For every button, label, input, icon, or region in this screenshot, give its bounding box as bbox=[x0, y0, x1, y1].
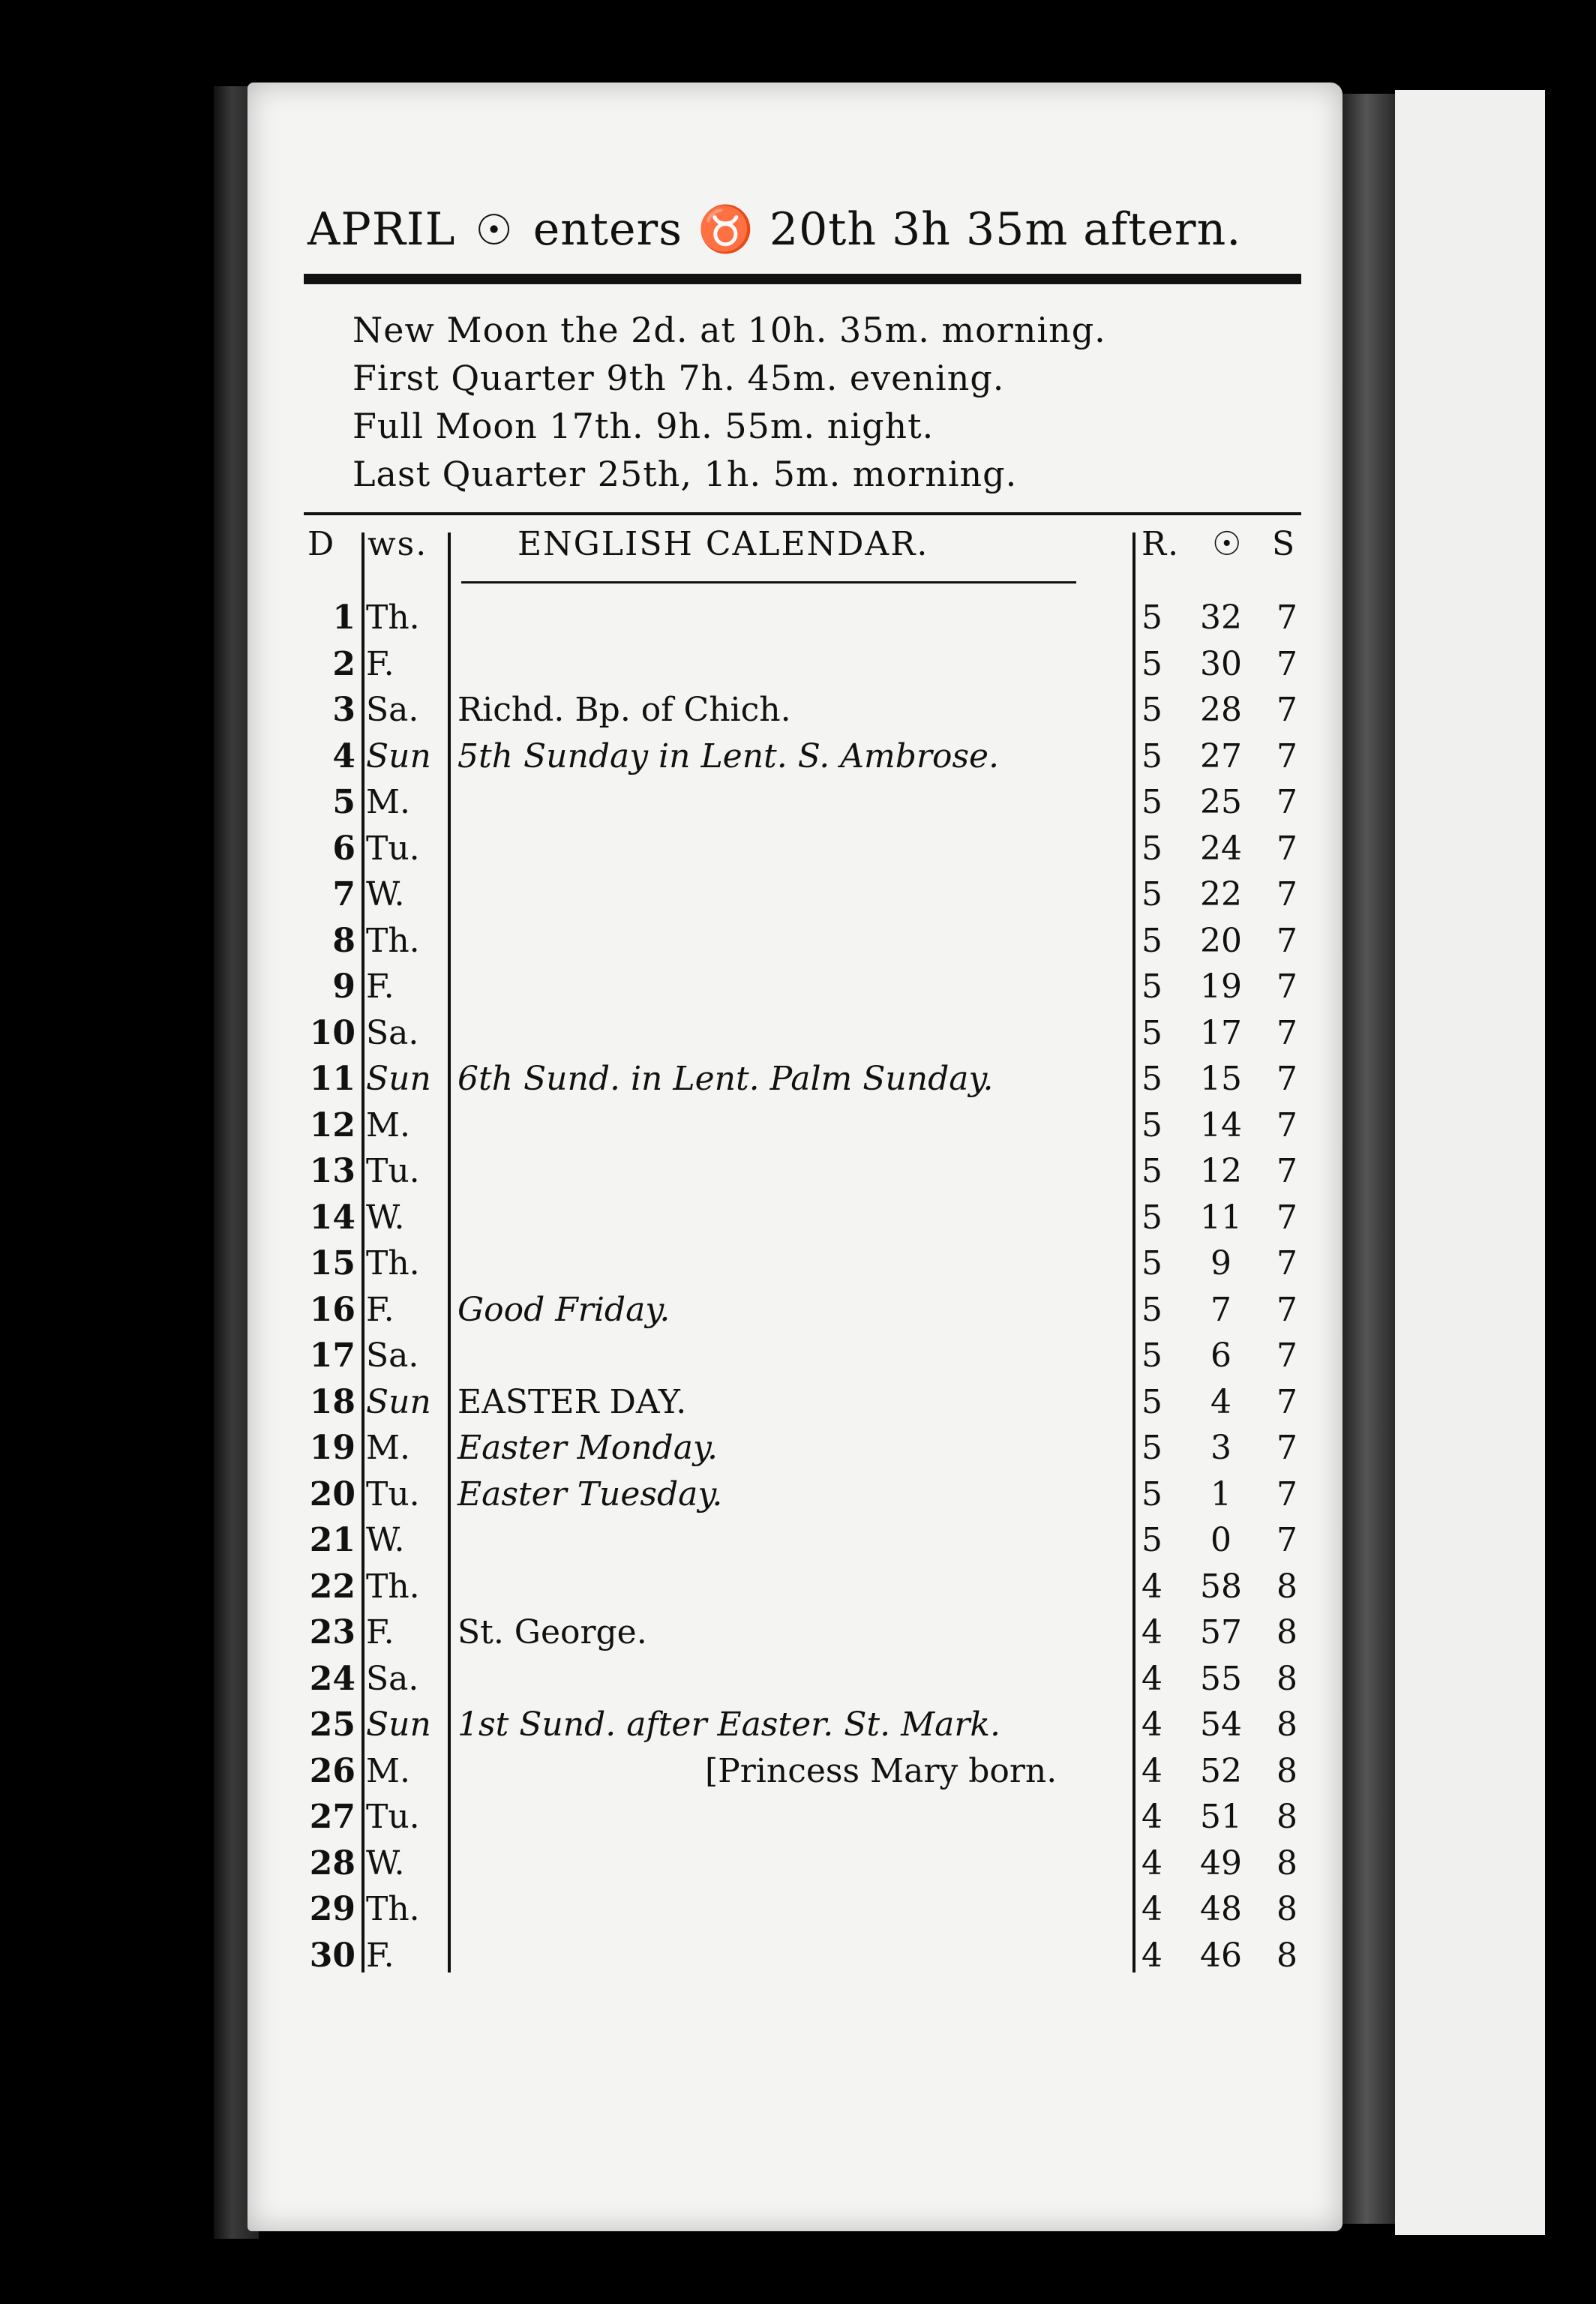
calendar-row bbox=[300, 1562, 1335, 1606]
calendar-row bbox=[300, 777, 1335, 822]
sunset-hour: 8 bbox=[1276, 1706, 1298, 1744]
phases-rule bbox=[304, 512, 1301, 515]
weekday: Tu. bbox=[366, 1475, 420, 1514]
weekday: Sa. bbox=[366, 1336, 419, 1375]
weekday: Tu. bbox=[366, 1152, 420, 1190]
calendar-row bbox=[300, 1285, 1335, 1330]
calendar-row bbox=[300, 1146, 1335, 1191]
sunrise-hour: 4 bbox=[1142, 1844, 1162, 1882]
sunset-hour: 7 bbox=[1276, 645, 1298, 683]
sunset-hour: 7 bbox=[1276, 1336, 1298, 1375]
calendar-row bbox=[300, 1100, 1335, 1145]
calendar-event: Easter Tuesday. bbox=[458, 1475, 723, 1514]
phase-last-quarter: Last Quarter 25th, 1h. 5m. morning. bbox=[352, 454, 1018, 494]
calendar-event: Richd. Bp. of Chich. bbox=[458, 691, 791, 729]
weekday: W. bbox=[366, 875, 405, 914]
sunrise-hour: 4 bbox=[1142, 1890, 1162, 1928]
sunset-hour: 7 bbox=[1276, 1521, 1298, 1559]
weekday: M. bbox=[366, 783, 411, 821]
day-number: 15 bbox=[309, 1244, 356, 1282]
sunrise-hour: 5 bbox=[1142, 691, 1162, 729]
col-head-calendar: ENGLISH CALENDAR. bbox=[518, 525, 929, 563]
enters-text: enters bbox=[532, 203, 683, 256]
col-head-sun-icon: ☉ bbox=[1212, 525, 1244, 563]
entry-time: 20th 3h 35m aftern. bbox=[769, 203, 1242, 256]
sunset-hour: 7 bbox=[1276, 1060, 1298, 1098]
calendar-row bbox=[300, 685, 1335, 730]
sunset-hour: 7 bbox=[1276, 691, 1298, 729]
weekday: Th. bbox=[366, 1890, 420, 1928]
sunrise-hour: 4 bbox=[1142, 1936, 1162, 1975]
sunrise-minute: 11 bbox=[1200, 1198, 1242, 1237]
sunrise-minute: 6 bbox=[1210, 1336, 1232, 1375]
book-spine bbox=[1342, 94, 1395, 2224]
sunrise-minute: 17 bbox=[1200, 1014, 1242, 1052]
sunset-hour: 7 bbox=[1276, 783, 1298, 821]
sunset-hour: 8 bbox=[1276, 1844, 1298, 1882]
sunrise-hour: 4 bbox=[1142, 1568, 1162, 1606]
sunrise-minute: 52 bbox=[1200, 1752, 1242, 1790]
sunset-hour: 8 bbox=[1276, 1890, 1298, 1928]
sunrise-minute: 20 bbox=[1200, 922, 1242, 960]
sunset-hour: 8 bbox=[1276, 1936, 1298, 1975]
sunset-hour: 8 bbox=[1276, 1613, 1298, 1652]
sunrise-minute: 58 bbox=[1200, 1568, 1242, 1606]
weekday: M. bbox=[366, 1106, 411, 1144]
sunrise-hour: 5 bbox=[1142, 1291, 1162, 1329]
sunrise-minute: 19 bbox=[1200, 968, 1242, 1006]
facing-page bbox=[1395, 90, 1545, 2235]
day-number: 29 bbox=[309, 1890, 356, 1928]
weekday: Sa. bbox=[366, 1014, 419, 1052]
calendar-row bbox=[300, 1930, 1335, 1976]
sunset-hour: 8 bbox=[1276, 1752, 1298, 1790]
moon-phases bbox=[352, 306, 1328, 498]
sunrise-hour: 5 bbox=[1142, 1198, 1162, 1237]
sunrise-hour: 5 bbox=[1142, 1014, 1162, 1052]
sunrise-hour: 5 bbox=[1142, 1475, 1162, 1514]
calendar-row bbox=[300, 639, 1335, 684]
sunrise-hour: 5 bbox=[1142, 922, 1162, 960]
day-number: 4 bbox=[332, 737, 356, 776]
sunrise-minute: 15 bbox=[1200, 1060, 1242, 1098]
sunrise-minute: 49 bbox=[1200, 1844, 1242, 1882]
sunrise-minute: 57 bbox=[1200, 1613, 1242, 1652]
calendar-event: 5th Sunday in Lent. S. Ambrose. bbox=[458, 737, 1000, 776]
weekday: W. bbox=[366, 1844, 405, 1882]
col-head-sets: S bbox=[1272, 525, 1297, 563]
calendar-row bbox=[300, 592, 1335, 638]
sunset-hour: 7 bbox=[1276, 1383, 1298, 1421]
weekday: W. bbox=[366, 1521, 405, 1559]
day-number: 25 bbox=[309, 1706, 356, 1744]
calendar-row bbox=[300, 1238, 1335, 1283]
weekday: F. bbox=[366, 1291, 394, 1329]
sunrise-hour: 5 bbox=[1142, 598, 1162, 637]
weekday: F. bbox=[366, 1613, 394, 1652]
sunset-hour: 8 bbox=[1276, 1660, 1298, 1698]
calendar-row bbox=[300, 1746, 1335, 1791]
sunrise-hour: 5 bbox=[1142, 1429, 1162, 1467]
day-number: 12 bbox=[309, 1106, 356, 1144]
sunset-hour: 7 bbox=[1276, 1152, 1298, 1190]
sunrise-hour: 5 bbox=[1142, 968, 1162, 1006]
calendar-event: 1st Sund. after Easter. St. Mark. bbox=[458, 1706, 1001, 1744]
calendar-row bbox=[300, 869, 1335, 914]
sunrise-hour: 5 bbox=[1142, 1244, 1162, 1282]
calendar-row bbox=[300, 1008, 1335, 1053]
calendar-row bbox=[300, 1838, 1335, 1883]
sunrise-minute: 25 bbox=[1200, 783, 1242, 821]
sunset-hour: 7 bbox=[1276, 737, 1298, 776]
sunset-hour: 7 bbox=[1276, 875, 1298, 914]
weekday: Tu. bbox=[366, 830, 420, 868]
sunrise-hour: 5 bbox=[1142, 737, 1162, 776]
calendar-row bbox=[300, 1515, 1335, 1560]
day-number: 5 bbox=[332, 783, 356, 821]
calendar-event: [Princess Mary born. bbox=[705, 1752, 1058, 1790]
sunrise-hour: 4 bbox=[1142, 1798, 1162, 1836]
day-number: 28 bbox=[309, 1844, 356, 1882]
day-number: 26 bbox=[309, 1752, 356, 1790]
sunrise-hour: 4 bbox=[1142, 1660, 1162, 1698]
weekday: Sun bbox=[366, 1383, 431, 1421]
sunset-hour: 7 bbox=[1276, 1198, 1298, 1237]
calendar-event: 6th Sund. in Lent. Palm Sunday. bbox=[458, 1060, 994, 1098]
sunrise-minute: 30 bbox=[1200, 645, 1242, 683]
day-number: 24 bbox=[309, 1660, 356, 1698]
weekday: Sa. bbox=[366, 691, 419, 729]
sunrise-hour: 5 bbox=[1142, 875, 1162, 914]
calendar-row bbox=[300, 1054, 1335, 1099]
weekday: Tu. bbox=[366, 1798, 420, 1836]
calendar-event: Easter Monday. bbox=[458, 1429, 718, 1467]
sunrise-minute: 32 bbox=[1200, 598, 1242, 637]
sunrise-hour: 5 bbox=[1142, 1521, 1162, 1559]
calendar-row bbox=[300, 1423, 1335, 1468]
day-number: 27 bbox=[309, 1798, 356, 1836]
sunrise-minute: 12 bbox=[1200, 1152, 1242, 1190]
weekday: W. bbox=[366, 1198, 405, 1237]
sunset-hour: 7 bbox=[1276, 968, 1298, 1006]
day-number: 18 bbox=[309, 1383, 356, 1421]
sunrise-minute: 48 bbox=[1200, 1890, 1242, 1928]
calendar-row bbox=[300, 824, 1335, 868]
calendar-row bbox=[300, 1469, 1335, 1514]
sunrise-hour: 5 bbox=[1142, 1060, 1162, 1098]
day-number: 9 bbox=[332, 968, 356, 1006]
phase-new-moon: New Moon the 2d. at 10h. 35m. morning. bbox=[352, 310, 1106, 350]
calendar-event: Good Friday. bbox=[458, 1291, 670, 1329]
sunrise-minute: 51 bbox=[1200, 1798, 1242, 1836]
day-number: 21 bbox=[309, 1521, 356, 1559]
day-number: 2 bbox=[332, 645, 356, 683]
sunrise-minute: 54 bbox=[1200, 1706, 1242, 1744]
col-head-weekday: ws. bbox=[368, 525, 428, 563]
weekday: Th. bbox=[366, 1244, 420, 1282]
sunrise-minute: 55 bbox=[1200, 1660, 1242, 1698]
sunset-hour: 7 bbox=[1276, 598, 1298, 637]
weekday: Th. bbox=[366, 1568, 420, 1606]
calendar-row bbox=[300, 1792, 1335, 1837]
calendar-row bbox=[300, 962, 1335, 1006]
weekday: F. bbox=[366, 645, 394, 683]
sunrise-hour: 4 bbox=[1142, 1752, 1162, 1790]
sunrise-hour: 5 bbox=[1142, 1106, 1162, 1144]
sunrise-minute: 46 bbox=[1200, 1936, 1242, 1975]
sunrise-minute: 4 bbox=[1210, 1383, 1232, 1421]
day-number: 3 bbox=[332, 691, 356, 729]
sunset-hour: 7 bbox=[1276, 1429, 1298, 1467]
weekday: M. bbox=[366, 1752, 411, 1790]
sunrise-minute: 27 bbox=[1200, 737, 1242, 776]
sun-icon: ☉ bbox=[475, 206, 514, 255]
header-rule bbox=[304, 274, 1301, 284]
phase-full-moon: Full Moon 17th. 9h. 55m. night. bbox=[352, 406, 934, 446]
phase-first-quarter: First Quarter 9th 7h. 45m. evening. bbox=[352, 358, 1005, 398]
sunrise-hour: 4 bbox=[1142, 1706, 1162, 1744]
day-number: 13 bbox=[309, 1152, 356, 1190]
sunset-hour: 8 bbox=[1276, 1568, 1298, 1606]
weekday: Th. bbox=[366, 598, 420, 637]
sunrise-hour: 5 bbox=[1142, 1336, 1162, 1375]
sunset-hour: 7 bbox=[1276, 1244, 1298, 1282]
sunrise-minute: 3 bbox=[1210, 1429, 1232, 1467]
sunrise-minute: 24 bbox=[1200, 830, 1242, 868]
sunrise-hour: 5 bbox=[1142, 1152, 1162, 1190]
sunrise-hour: 5 bbox=[1142, 783, 1162, 821]
sunrise-minute: 14 bbox=[1200, 1106, 1242, 1144]
calendar-row bbox=[300, 1377, 1335, 1422]
calendar-row bbox=[300, 916, 1335, 961]
calendar-row bbox=[300, 1192, 1335, 1238]
day-number: 7 bbox=[332, 875, 356, 914]
month-header bbox=[308, 202, 1328, 256]
calendar-event: St. George. bbox=[458, 1613, 647, 1652]
sunset-hour: 8 bbox=[1276, 1798, 1298, 1836]
weekday: Sa. bbox=[366, 1660, 419, 1698]
sunset-hour: 7 bbox=[1276, 922, 1298, 960]
sunrise-hour: 4 bbox=[1142, 1613, 1162, 1652]
col-head-rises: R. bbox=[1142, 525, 1180, 563]
sunrise-minute: 22 bbox=[1200, 875, 1242, 914]
calendar-row bbox=[300, 1884, 1335, 1929]
sunrise-hour: 5 bbox=[1142, 830, 1162, 868]
sunrise-hour: 5 bbox=[1142, 645, 1162, 683]
weekday: M. bbox=[366, 1429, 411, 1467]
calendar-row bbox=[300, 1654, 1335, 1699]
calendar-event: EASTER DAY. bbox=[458, 1383, 687, 1421]
weekday: Sun bbox=[366, 737, 431, 776]
day-number: 6 bbox=[332, 830, 356, 868]
calendar-header-rule bbox=[461, 581, 1076, 584]
day-number: 16 bbox=[309, 1291, 356, 1329]
col-head-day: D bbox=[308, 525, 336, 563]
sunset-hour: 7 bbox=[1276, 1106, 1298, 1144]
day-number: 17 bbox=[309, 1336, 356, 1375]
day-number: 11 bbox=[309, 1060, 356, 1098]
weekday: F. bbox=[366, 968, 394, 1006]
weekday: Sun bbox=[366, 1706, 431, 1744]
weekday: Sun bbox=[366, 1060, 431, 1098]
sunset-hour: 7 bbox=[1276, 1475, 1298, 1514]
calendar-row bbox=[300, 1330, 1335, 1376]
sunset-hour: 7 bbox=[1276, 1291, 1298, 1329]
sunrise-minute: 7 bbox=[1210, 1291, 1232, 1329]
sunrise-minute: 9 bbox=[1210, 1244, 1232, 1282]
day-number: 14 bbox=[309, 1198, 356, 1237]
day-number: 22 bbox=[309, 1568, 356, 1606]
day-number: 30 bbox=[309, 1936, 356, 1975]
weekday: Th. bbox=[366, 922, 420, 960]
day-number: 20 bbox=[309, 1475, 356, 1514]
day-number: 8 bbox=[332, 922, 356, 960]
sunset-hour: 7 bbox=[1276, 830, 1298, 868]
day-number: 19 bbox=[309, 1429, 356, 1467]
calendar-row bbox=[300, 1700, 1335, 1744]
sunset-hour: 7 bbox=[1276, 1014, 1298, 1052]
sunrise-minute: 28 bbox=[1200, 691, 1242, 729]
calendar-row bbox=[300, 731, 1335, 776]
weekday: F. bbox=[366, 1936, 394, 1975]
month-title: APRIL bbox=[308, 203, 456, 256]
taurus-icon: ♉ bbox=[698, 203, 754, 256]
sunrise-minute: 1 bbox=[1210, 1475, 1232, 1514]
calendar-row bbox=[300, 1607, 1335, 1652]
sunrise-minute: 0 bbox=[1210, 1521, 1232, 1559]
day-number: 23 bbox=[309, 1613, 356, 1652]
sunrise-hour: 5 bbox=[1142, 1383, 1162, 1421]
day-number: 1 bbox=[332, 598, 356, 637]
day-number: 10 bbox=[309, 1014, 356, 1052]
